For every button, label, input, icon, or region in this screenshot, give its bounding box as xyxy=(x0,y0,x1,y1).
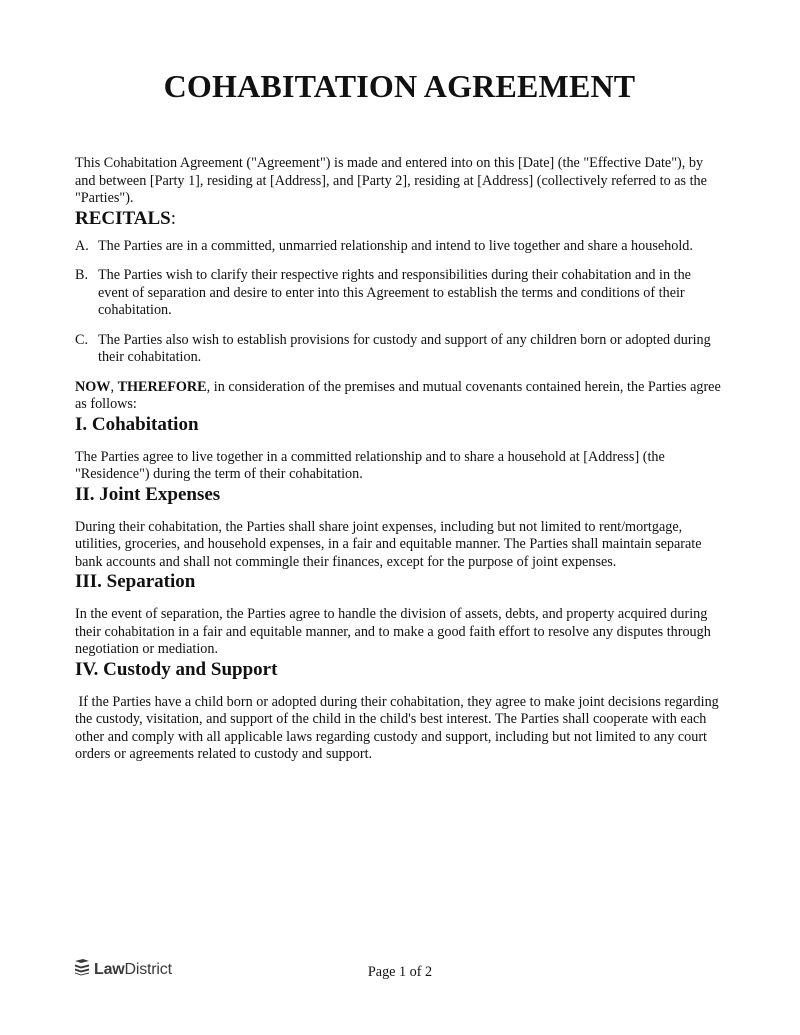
section-heading-joint-expenses: II. Joint Expenses xyxy=(75,483,221,505)
recital-marker: C. xyxy=(75,331,89,348)
now-separator: , xyxy=(110,378,118,395)
recital-item-c xyxy=(75,332,724,367)
recitals-heading-colon: : xyxy=(170,207,177,229)
section-heading-cohabitation: I. Cohabitation xyxy=(75,413,199,435)
intro-paragraph: This Cohabitation Agreement ("Agreement") is made and entered into on this [Date] (the "Effective Date"), by and between [Party 1], residing at [Address], and [Party 2], residing at [Address] (collectively referred to as the "Parties"). xyxy=(75,155,707,206)
recital-marker: B. xyxy=(75,267,89,283)
now-bold: NOW xyxy=(75,378,111,395)
recital-text: The Parties wish to clarify their respective rights and responsibilities during their cohabitation and in the event of separation and desire to enter into this Agreement to establish the terms and conditions of their cohabitation. xyxy=(98,267,691,318)
section-body-cohabitation: The Parties agree to live together in a committed relationship and to share a household at [Address] (the "Residence") during the term of their cohabitation. xyxy=(75,448,665,482)
section-heading-custody-support: IV. Custody and Support xyxy=(75,658,278,680)
recital-item-a xyxy=(75,238,724,256)
section-body-joint-expenses: During their cohabitation, the Parties shall share joint expenses, including but not limited to rent/mortgage, utilities, groceries, and household expenses, in a fair and equitable manner. The Parties shall maintain separate bank accounts and shall not commingle their finances, except for the purpose of joint expenses. xyxy=(75,518,702,570)
page-footer xyxy=(0,956,800,984)
recitals-heading xyxy=(75,208,724,230)
now-therefore-paragraph xyxy=(75,379,724,414)
logo-word-district: District xyxy=(124,960,172,978)
recital-text: The Parties are in a committed, unmarried relationship and intend to live together and share a household. xyxy=(98,237,693,254)
recitals-list xyxy=(75,238,724,367)
recital-item-b xyxy=(75,267,724,320)
recital-text: The Parties also wish to establish provisions for custody and support of any children born or adopted during their cohabitation. xyxy=(98,331,711,365)
document-title: COHABITATION AGREEMENT xyxy=(163,68,636,104)
section-heading-separation: III. Separation xyxy=(75,571,196,592)
page-number: Page 1 of 2 xyxy=(367,964,433,980)
therefore-bold: THEREFORE xyxy=(117,378,207,395)
recitals-heading-text: RECITALS xyxy=(75,207,171,229)
now-therefore-rest: , in consideration of the premises and mutual covenants contained herein, the Parties agree as follows: xyxy=(75,378,721,412)
logo-word-law: Law xyxy=(94,960,125,978)
recital-marker: A. xyxy=(75,237,89,254)
section-body-separation: In the event of separation, the Parties agree to handle the division of assets, debts, and property acquired during their cohabitation in a fair and equitable manner, and to make a good faith effort to resolve any disputes through negotiation or mediation. xyxy=(75,606,711,657)
section-body-custody-support: If the Parties have a child born or adopted during their cohabitation, they agree to make joint decisions regarding the custody, visitation, and support of the child in the child's best interest. The Parties shall cooperate with each other and comply with all applicable laws regarding custody and support, including but not limited to any court orders or agreements related to custody and support. xyxy=(75,693,723,762)
